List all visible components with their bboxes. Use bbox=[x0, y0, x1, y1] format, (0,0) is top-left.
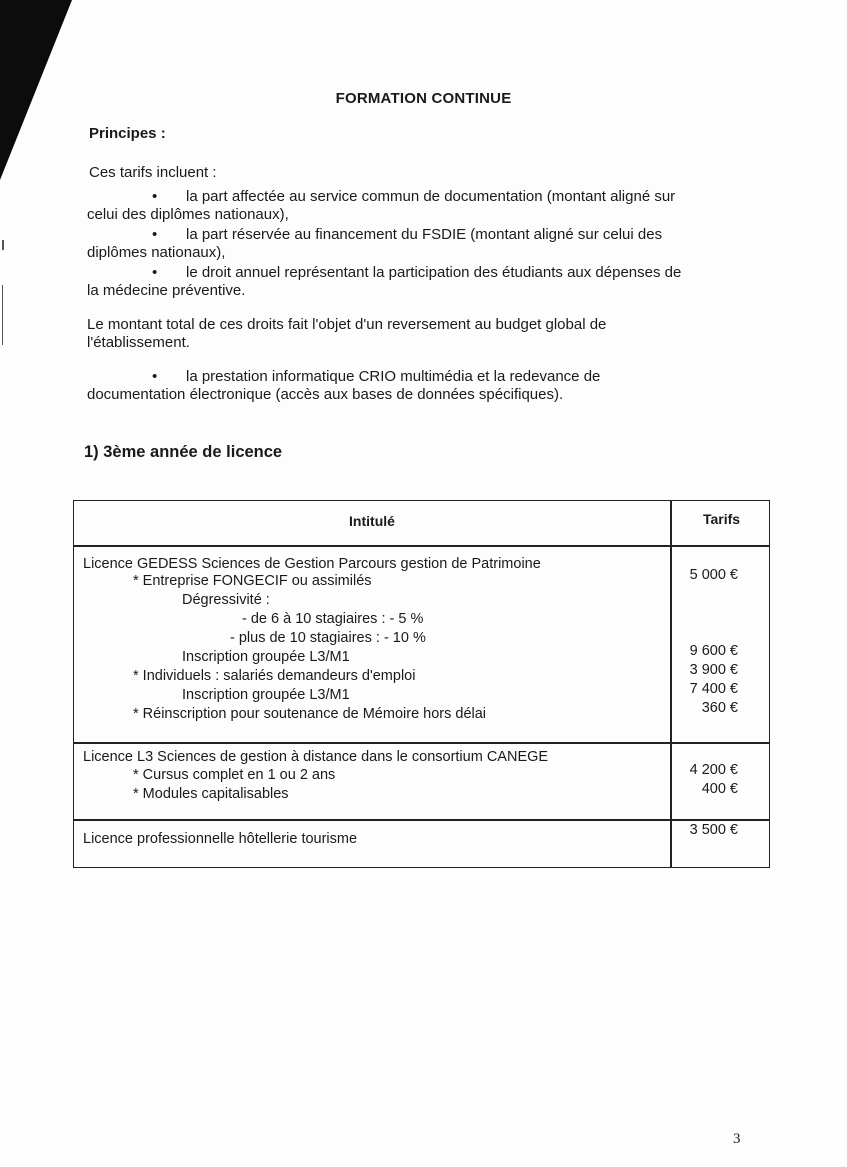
list-item: • la part réservée au financement du FSDIE (montant aligné sur celui des bbox=[152, 226, 663, 243]
list-item-continuation: celui des diplômes nationaux), bbox=[87, 206, 289, 223]
price-value: 7 400 € bbox=[689, 681, 738, 697]
list-item-continuation: la médecine préventive. bbox=[87, 282, 246, 299]
intro-text: Ces tarifs incluent : bbox=[89, 164, 217, 181]
row-title: Licence L3 Sciences de gestion à distance dans le consortium CANEGE bbox=[83, 749, 549, 765]
page-number: 3 bbox=[733, 1131, 741, 1147]
list-item: • la prestation informatique CRIO multimédia et la redevance de bbox=[152, 368, 601, 385]
row-line: * Réinscription pour soutenance de Mémoire hors délai bbox=[133, 706, 487, 722]
row-line: * Entreprise FONGECIF ou assimilés bbox=[133, 573, 372, 589]
section-heading: 1) 3ème année de licence bbox=[84, 443, 283, 461]
row-line: Dégressivité : bbox=[182, 592, 270, 608]
column-header-intitule: Intitulé bbox=[349, 513, 395, 529]
price-value: 360 € bbox=[701, 700, 738, 716]
row-line: * Modules capitalisables bbox=[133, 786, 289, 802]
price-value: 3 500 € bbox=[689, 822, 738, 838]
bullet-icon: • bbox=[152, 368, 158, 385]
row-line: - plus de 10 stagiaires : - 10 % bbox=[230, 630, 426, 646]
price-value: 9 600 € bbox=[689, 643, 738, 659]
list-item-continuation: diplômes nationaux), bbox=[87, 244, 226, 261]
principes-heading: Principes : bbox=[89, 125, 166, 142]
column-header-tarifs: Tarifs bbox=[702, 511, 741, 527]
row-line: * Cursus complet en 1 ou 2 ans bbox=[133, 767, 336, 783]
row-line: Inscription groupée L3/M1 bbox=[182, 687, 350, 703]
row-line: * Individuels : salariés demandeurs d'emploi bbox=[133, 668, 416, 684]
reversement-line-2: l'établissement. bbox=[87, 334, 190, 351]
list-item: • la part affectée au service commun de documentation (montant aligné sur bbox=[152, 188, 676, 205]
row-title: Licence professionnelle hôtellerie tourisme bbox=[83, 831, 358, 847]
page-title: FORMATION CONTINUE bbox=[335, 90, 512, 107]
tarifs-table bbox=[73, 500, 770, 868]
price-value: 3 900 € bbox=[689, 662, 738, 678]
list-item-continuation: documentation électronique (accès aux bases de données spécifiques). bbox=[87, 386, 564, 403]
bullet-icon: • bbox=[152, 188, 158, 205]
reversement-line-1: Le montant total de ces droits fait l'objet d'un reversement au budget global de bbox=[87, 316, 607, 333]
list-item: • le droit annuel représentant la participation des étudiants aux dépenses de bbox=[152, 264, 682, 281]
row-line: - de 6 à 10 stagiaires : - 5 % bbox=[242, 611, 424, 627]
row-divider bbox=[74, 742, 769, 744]
bullet-icon: • bbox=[152, 264, 158, 281]
row-divider bbox=[74, 545, 769, 547]
row-line: Inscription groupée L3/M1 bbox=[182, 649, 350, 665]
row-title: Licence GEDESS Sciences de Gestion Parcours gestion de Patrimoine bbox=[83, 556, 541, 572]
bullet-icon: • bbox=[152, 226, 158, 243]
price-value: 4 200 € bbox=[689, 762, 738, 778]
price-value: 5 000 € bbox=[689, 567, 738, 583]
price-value: 400 € bbox=[701, 781, 738, 797]
